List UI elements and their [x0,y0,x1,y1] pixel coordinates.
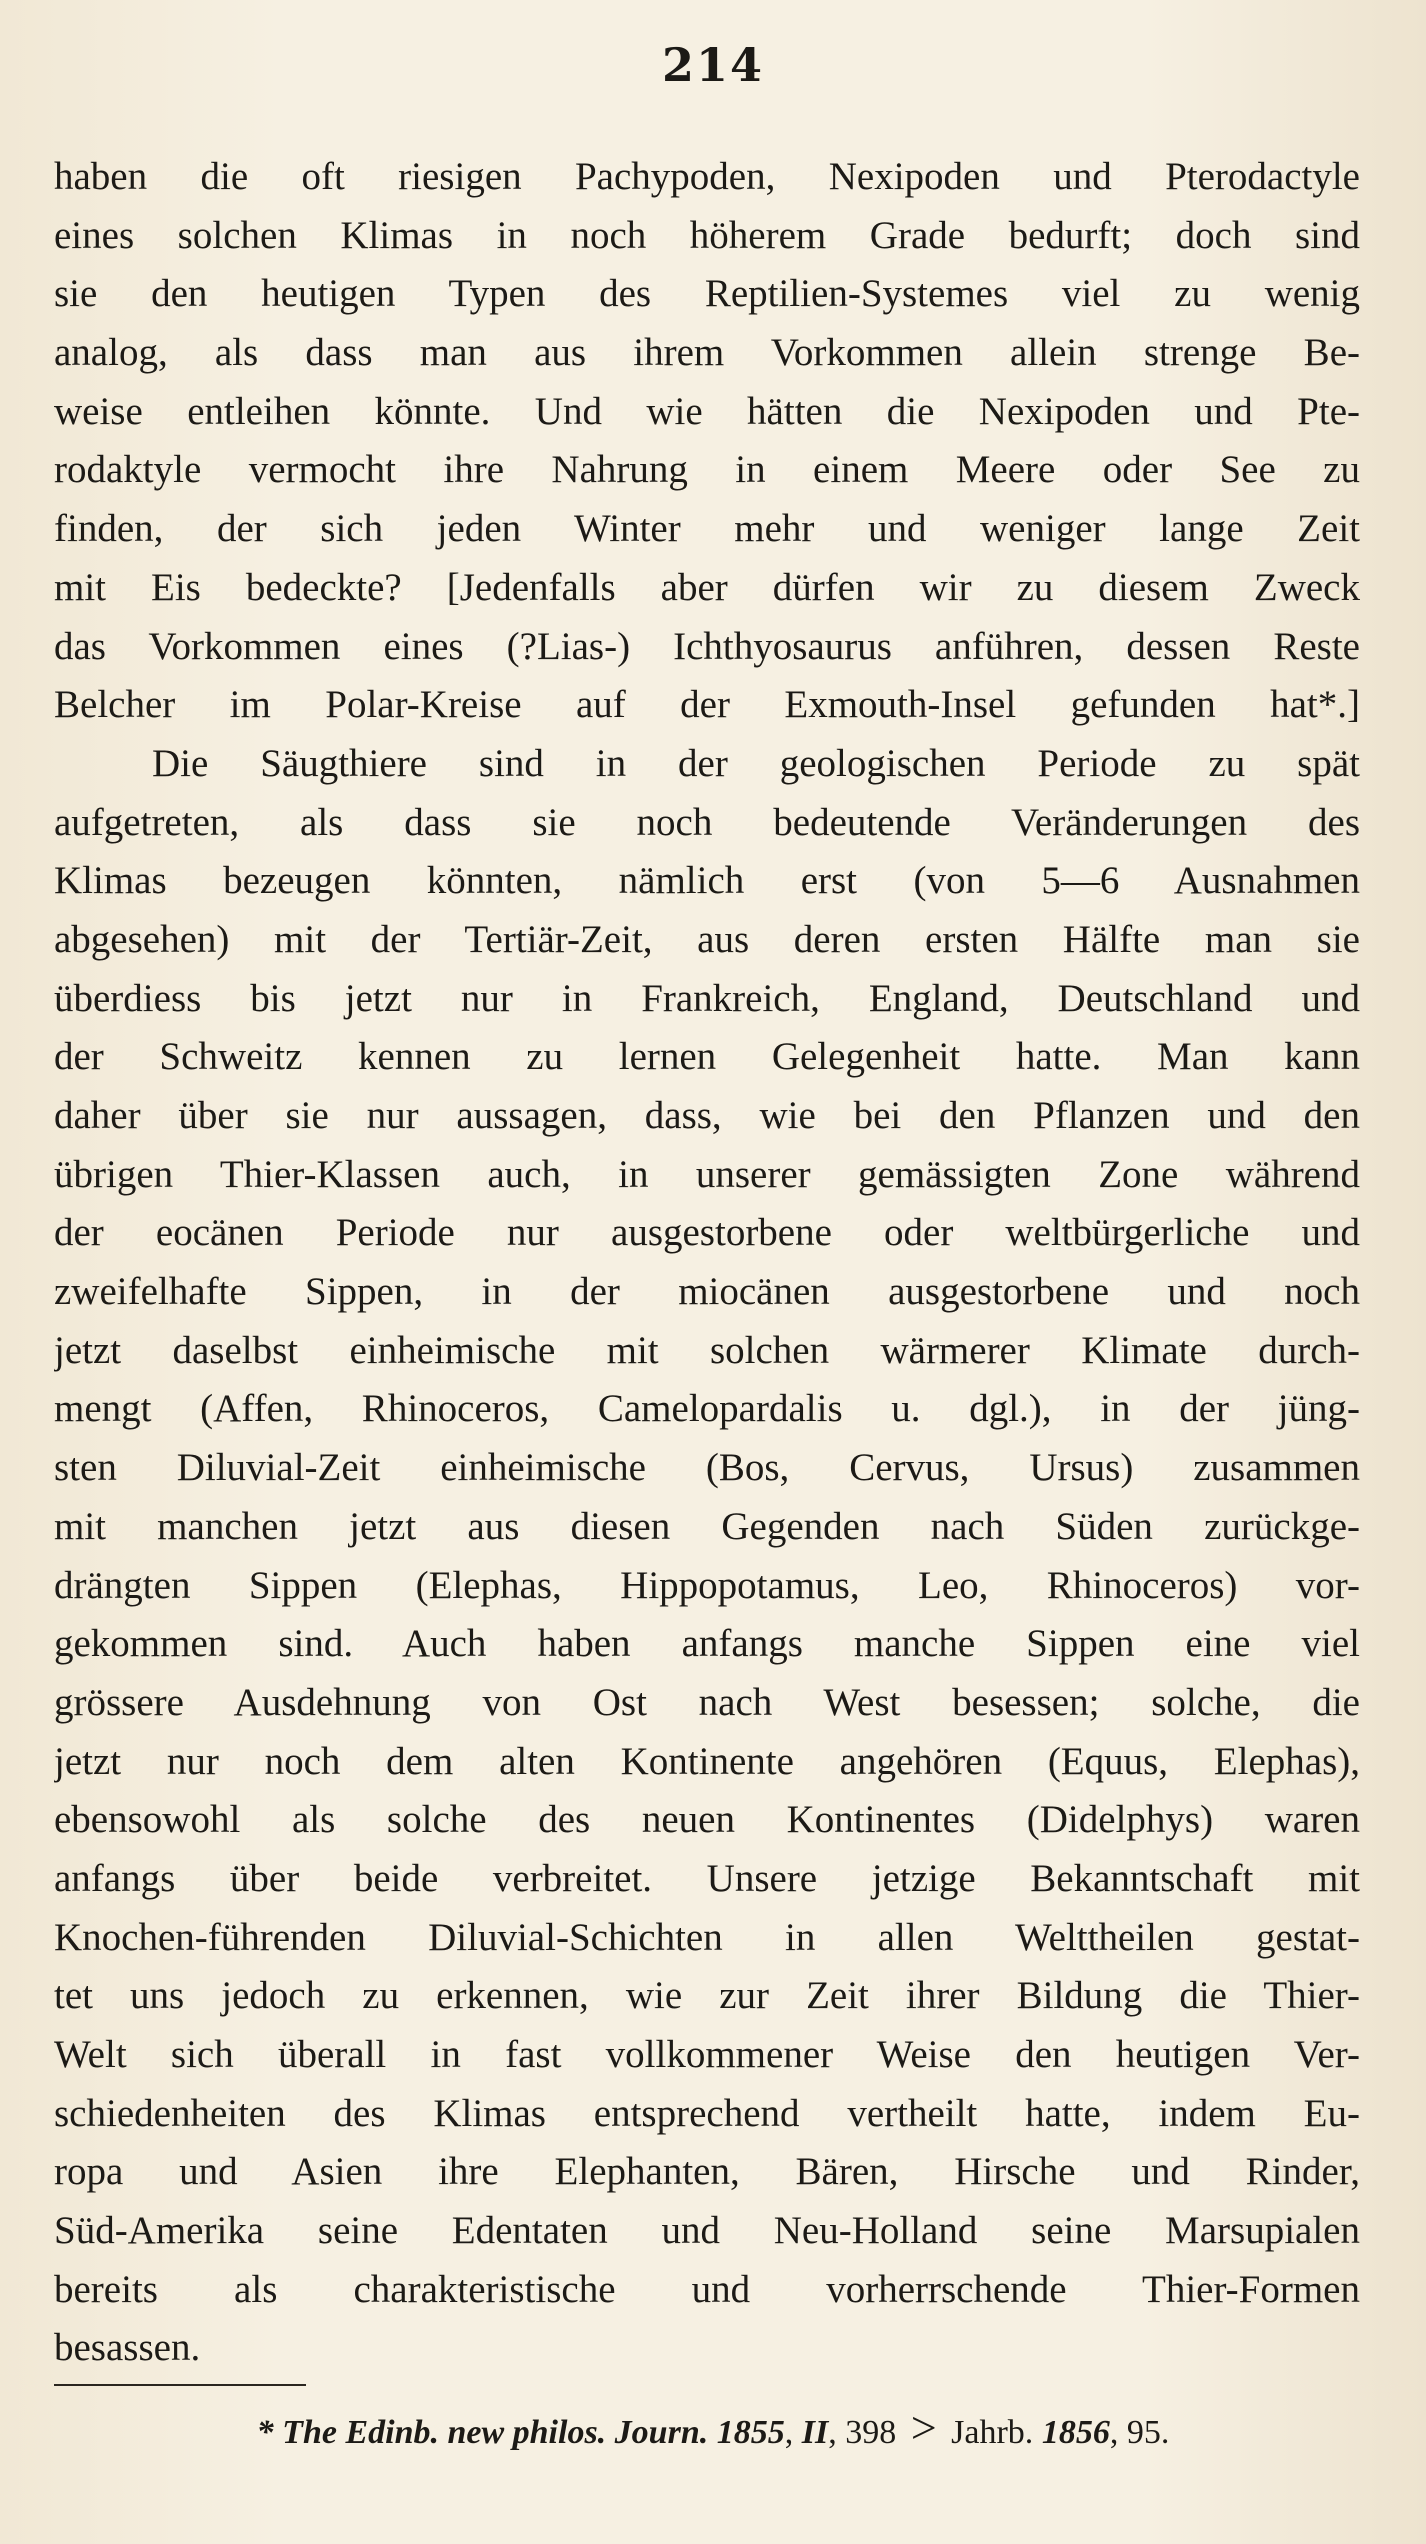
page-number: 214 [661,38,765,92]
text-line: grössere Ausdehnung von Ost nach West besessen; solche, die [54,1680,1360,1724]
text-line: bereits als charakteristische und vorherrschende Thier-Formen [54,2267,1360,2311]
text-line: eines solchen Klimas in noch höherem Grade bedurft; doch sind [54,213,1360,257]
footnote: * The Edinb. new philos. Journ. 1855, II, 398 > Jahrb. 1856, 95. [256,2402,1170,2453]
text-line: ropa und Asien ihre Elephanten, Bären, Hirsche und Rinder, [54,2150,1360,2194]
footnote-source: The Edinb. new philos. Journ. [282,2414,709,2451]
text-line: sten Diluvial-Zeit einheimische (Bos, Cervus, Ursus) zusammen [54,1446,1360,1490]
text-line: jetzt nur noch dem alten Kontinente angehören (Equus, Elephas), [54,1739,1360,1783]
text-line: weise entleihen könnte. Und wie hätten die Nexipoden und Pte- [54,389,1360,433]
text-line: rodaktyle vermocht ihre Nahrung in einem Meere oder See zu [54,448,1360,492]
greater-than-symbol: > [910,2402,937,2453]
text-line: anfangs über beide verbreitet. Unsere jetzige Bekanntschaft mit [54,1856,1360,1900]
text-line: mengt (Affen, Rhinoceros, Camelopardalis u. dgl.), in der jüng- [54,1387,1360,1431]
text-line: der Schweitz kennen zu lernen Gelegenheit hatte. Man kann [54,1035,1360,1079]
text-line: mit manchen jetzt aus diesen Gegenden nach Süden zurückge- [54,1504,1360,1548]
text-line: übrigen Thier-Klassen auch, in unserer gemässigten Zone während [54,1152,1360,1196]
footnote-marker: * [256,2414,274,2451]
text-line: Süd-Amerika seine Edentaten und Neu-Holland seine Marsupialen [54,2209,1360,2253]
text-line: Welt sich überall in fast vollkommener Weise den heutigen Ver- [54,2033,1360,2076]
text-line: der eocänen Periode nur ausgestorbene oder weltbürgerliche und [54,1211,1360,1255]
text-line: finden, der sich jeden Winter mehr und weniger lange Zeit [54,507,1360,551]
text-line: Belcher im Polar-Kreise auf der Exmouth-Insel gefunden hat*.] [54,683,1360,727]
paragraph-start-line: Die Säugthiere sind in der geologischen Periode zu spät [152,741,1360,785]
footnote-ref-page: 95. [1126,2414,1170,2451]
footnote-ref-year: 1856 [1041,2414,1110,2451]
text-line: besassen. [54,2326,201,2370]
text-line: jetzt daselbst einheimische mit solchen wärmerer Klimate durch- [54,1328,1360,1372]
text-line: analog, als dass man aus ihrem Vorkommen allein strenge Be- [54,331,1360,375]
footnote-page: 398 [845,2414,897,2451]
footnote-volume: II [801,2414,829,2451]
text-line: Knochen-führenden Diluvial-Schichten in allen Welttheilen gestat- [54,1915,1360,1959]
text-line: mit Eis bedeckte? [Jedenfalls aber dürfen wir zu diesem Zweck [54,565,1360,609]
footnote-divider [54,2384,306,2386]
body-text [54,148,1360,2378]
text-line: zweifelhafte Sippen, in der miocänen ausgestorbene und noch [54,1270,1360,1314]
text-line: daher über sie nur aussagen, dass, wie bei den Pflanzen und den [54,1094,1360,1137]
text-line: sie den heutigen Typen des Reptilien-Systemes viel zu wenig [54,272,1360,316]
text-line: schiedenheiten des Klimas entsprechend vertheilt hatte, indem Eu- [54,2091,1360,2135]
text-line: tet uns jedoch zu erkennen, wie zur Zeit ihrer Bildung die Thier- [54,1974,1360,2018]
text-line: gekommen sind. Auch haben anfangs manche Sippen eine viel [54,1622,1360,1666]
text-line: Klimas bezeugen könnten, nämlich erst (von 5—6 Ausnahmen [54,859,1360,903]
footnote-ref: Jahrb. [951,2414,1034,2451]
text-line: ebensowohl als solche des neuen Kontinentes (Didelphys) waren [54,1798,1360,1842]
text-line: überdiess bis jetzt nur in Frankreich, England, Deutschland und [54,976,1360,1020]
text-line: das Vorkommen eines (?Lias-) Ichthyosaurus anführen, dessen Reste [54,624,1360,668]
text-line: abgesehen) mit der Tertiär-Zeit, aus deren ersten Hälfte man sie [54,917,1360,961]
text-line: aufgetreten, als dass sie noch bedeutende Veränderungen des [54,800,1360,844]
footnote-year: 1855 [716,2414,785,2451]
text-line: haben die oft riesigen Pachypoden, Nexipoden und Pterodactyle [54,155,1360,198]
text-line: drängten Sippen (Elephas, Hippopotamus, Leo, Rhinoceros) vor- [54,1563,1360,1607]
